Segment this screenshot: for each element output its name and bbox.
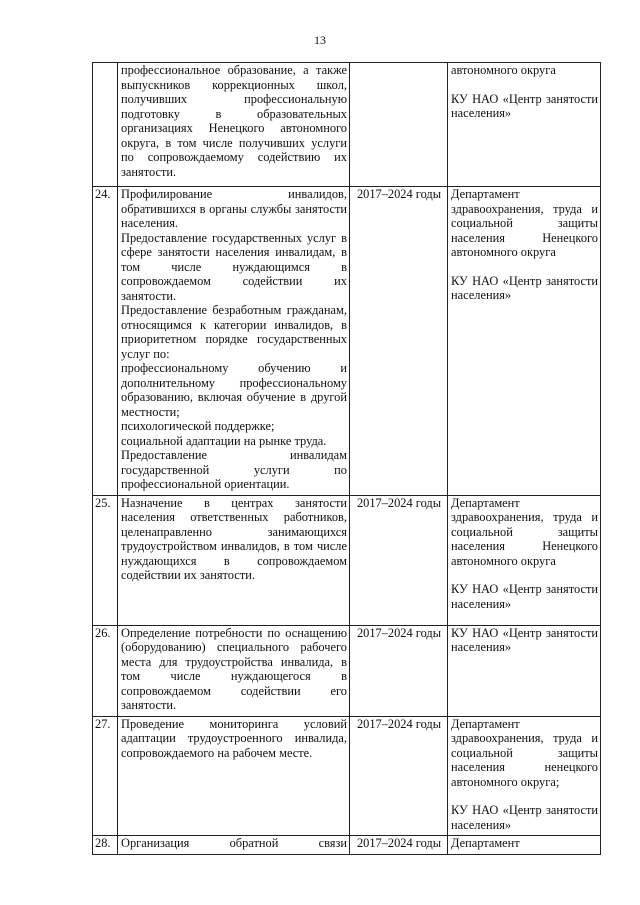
table-row <box>93 187 601 496</box>
row-number-cell: 25. <box>93 495 118 625</box>
measure-cell <box>118 836 350 855</box>
measure-cell <box>118 625 350 716</box>
measures-table <box>92 62 601 855</box>
executor-text: КУ НАО «Центр занятости населения» <box>451 91 598 120</box>
table-row <box>93 495 601 625</box>
executor-text: автономного округа <box>451 63 556 77</box>
measure-text: Предоставление инвалидам государственной услуги по профессиональной ориентации. <box>121 448 347 491</box>
measure-cell <box>118 63 350 187</box>
executor-cell <box>448 625 601 716</box>
term-cell: 2017–2024 годы <box>350 625 448 716</box>
term-cell: 2017–2024 годы <box>350 495 448 625</box>
measure-text: профессиональное образование, а также выпускников коррекционных школ, получивших профессиональную подготовку в образовательных организациях Ненецкого автономного округа, в том числе получивших услуги по сопровождаемому содействию их занятости. <box>121 63 347 179</box>
term-cell: 2017–2024 годы <box>350 716 448 836</box>
executor-text: КУ НАО «Центр занятости населения» <box>451 803 598 832</box>
executor-text: Департамент <box>451 836 520 850</box>
executor-cell <box>448 187 601 496</box>
measure-text: психологической поддержке; <box>121 419 275 433</box>
term-cell <box>350 63 448 187</box>
row-number-cell: 27. <box>93 716 118 836</box>
executor-cell <box>448 836 601 855</box>
row-number-cell: 28. <box>93 836 118 855</box>
executor-cell <box>448 716 601 836</box>
executor-text: Департамент здравоохранения, труда и социальной защиты населения ненецкого автономного округа; <box>451 716 598 789</box>
measure-text: Определение потребности по оснащению (оборудованию) специального рабочего места для трудоустройства инвалида, в том числе нуждающегося в сопровождаемом содействии его занятости. <box>121 625 347 712</box>
measure-text: Организация обратной связи <box>121 836 347 850</box>
executor-text: КУ НАО «Центр занятости населения» <box>451 625 598 654</box>
table-row <box>93 836 601 855</box>
row-number-cell <box>93 63 118 187</box>
executor-text: Департамент здравоохранения, труда и социальной защиты населения Ненецкого автономного округа <box>451 495 598 568</box>
term-cell: 2017–2024 годы <box>350 836 448 855</box>
executor-cell <box>448 495 601 625</box>
measure-text: Назначение в центрах занятости населения ответственных работников, целенаправленно занимающихся трудоустройством инвалидов, в том числе нуждающихся в сопровождаемом содействии их занятости. <box>121 495 347 582</box>
table-row <box>93 716 601 836</box>
measure-text: социальной адаптации на рынке труда. <box>121 433 327 448</box>
measure-text: Предоставление государственных услуг в сфере занятости населения инвалидам, в том числе нуждающимся в сопровождаемом содействии их занятости. <box>121 230 347 303</box>
measure-text: профессиональному обучению и дополнительному профессиональному образованию, включая обучение в другой местности; <box>121 361 347 419</box>
measure-text: Предоставление безработным гражданам, относящимся к категории инвалидов, в приоритетном порядке государственных услуг по: <box>121 303 347 361</box>
measure-cell <box>118 187 350 496</box>
row-number-cell: 26. <box>93 625 118 716</box>
table-row <box>93 625 601 716</box>
page-number: 13 <box>314 33 326 47</box>
executor-text: Департамент здравоохранения, труда и социальной защиты населения Ненецкого автономного округа <box>451 187 598 259</box>
executor-cell <box>448 63 601 187</box>
measure-cell <box>118 495 350 625</box>
measure-cell <box>118 716 350 836</box>
row-number-cell: 24. <box>93 187 118 496</box>
executor-text: КУ НАО «Центр занятости населения» <box>451 582 598 611</box>
measure-text: Проведение мониторинга условий адаптации трудоустроенного инвалида, сопровождаемого на рабочем месте. <box>121 716 347 760</box>
measure-text: Профилирование инвалидов, обратившихся в органы службы занятости населения. <box>121 187 347 230</box>
table-row <box>93 63 601 187</box>
term-cell: 2017–2024 годы <box>350 187 448 496</box>
executor-text: КУ НАО «Центр занятости населения» <box>451 273 598 302</box>
